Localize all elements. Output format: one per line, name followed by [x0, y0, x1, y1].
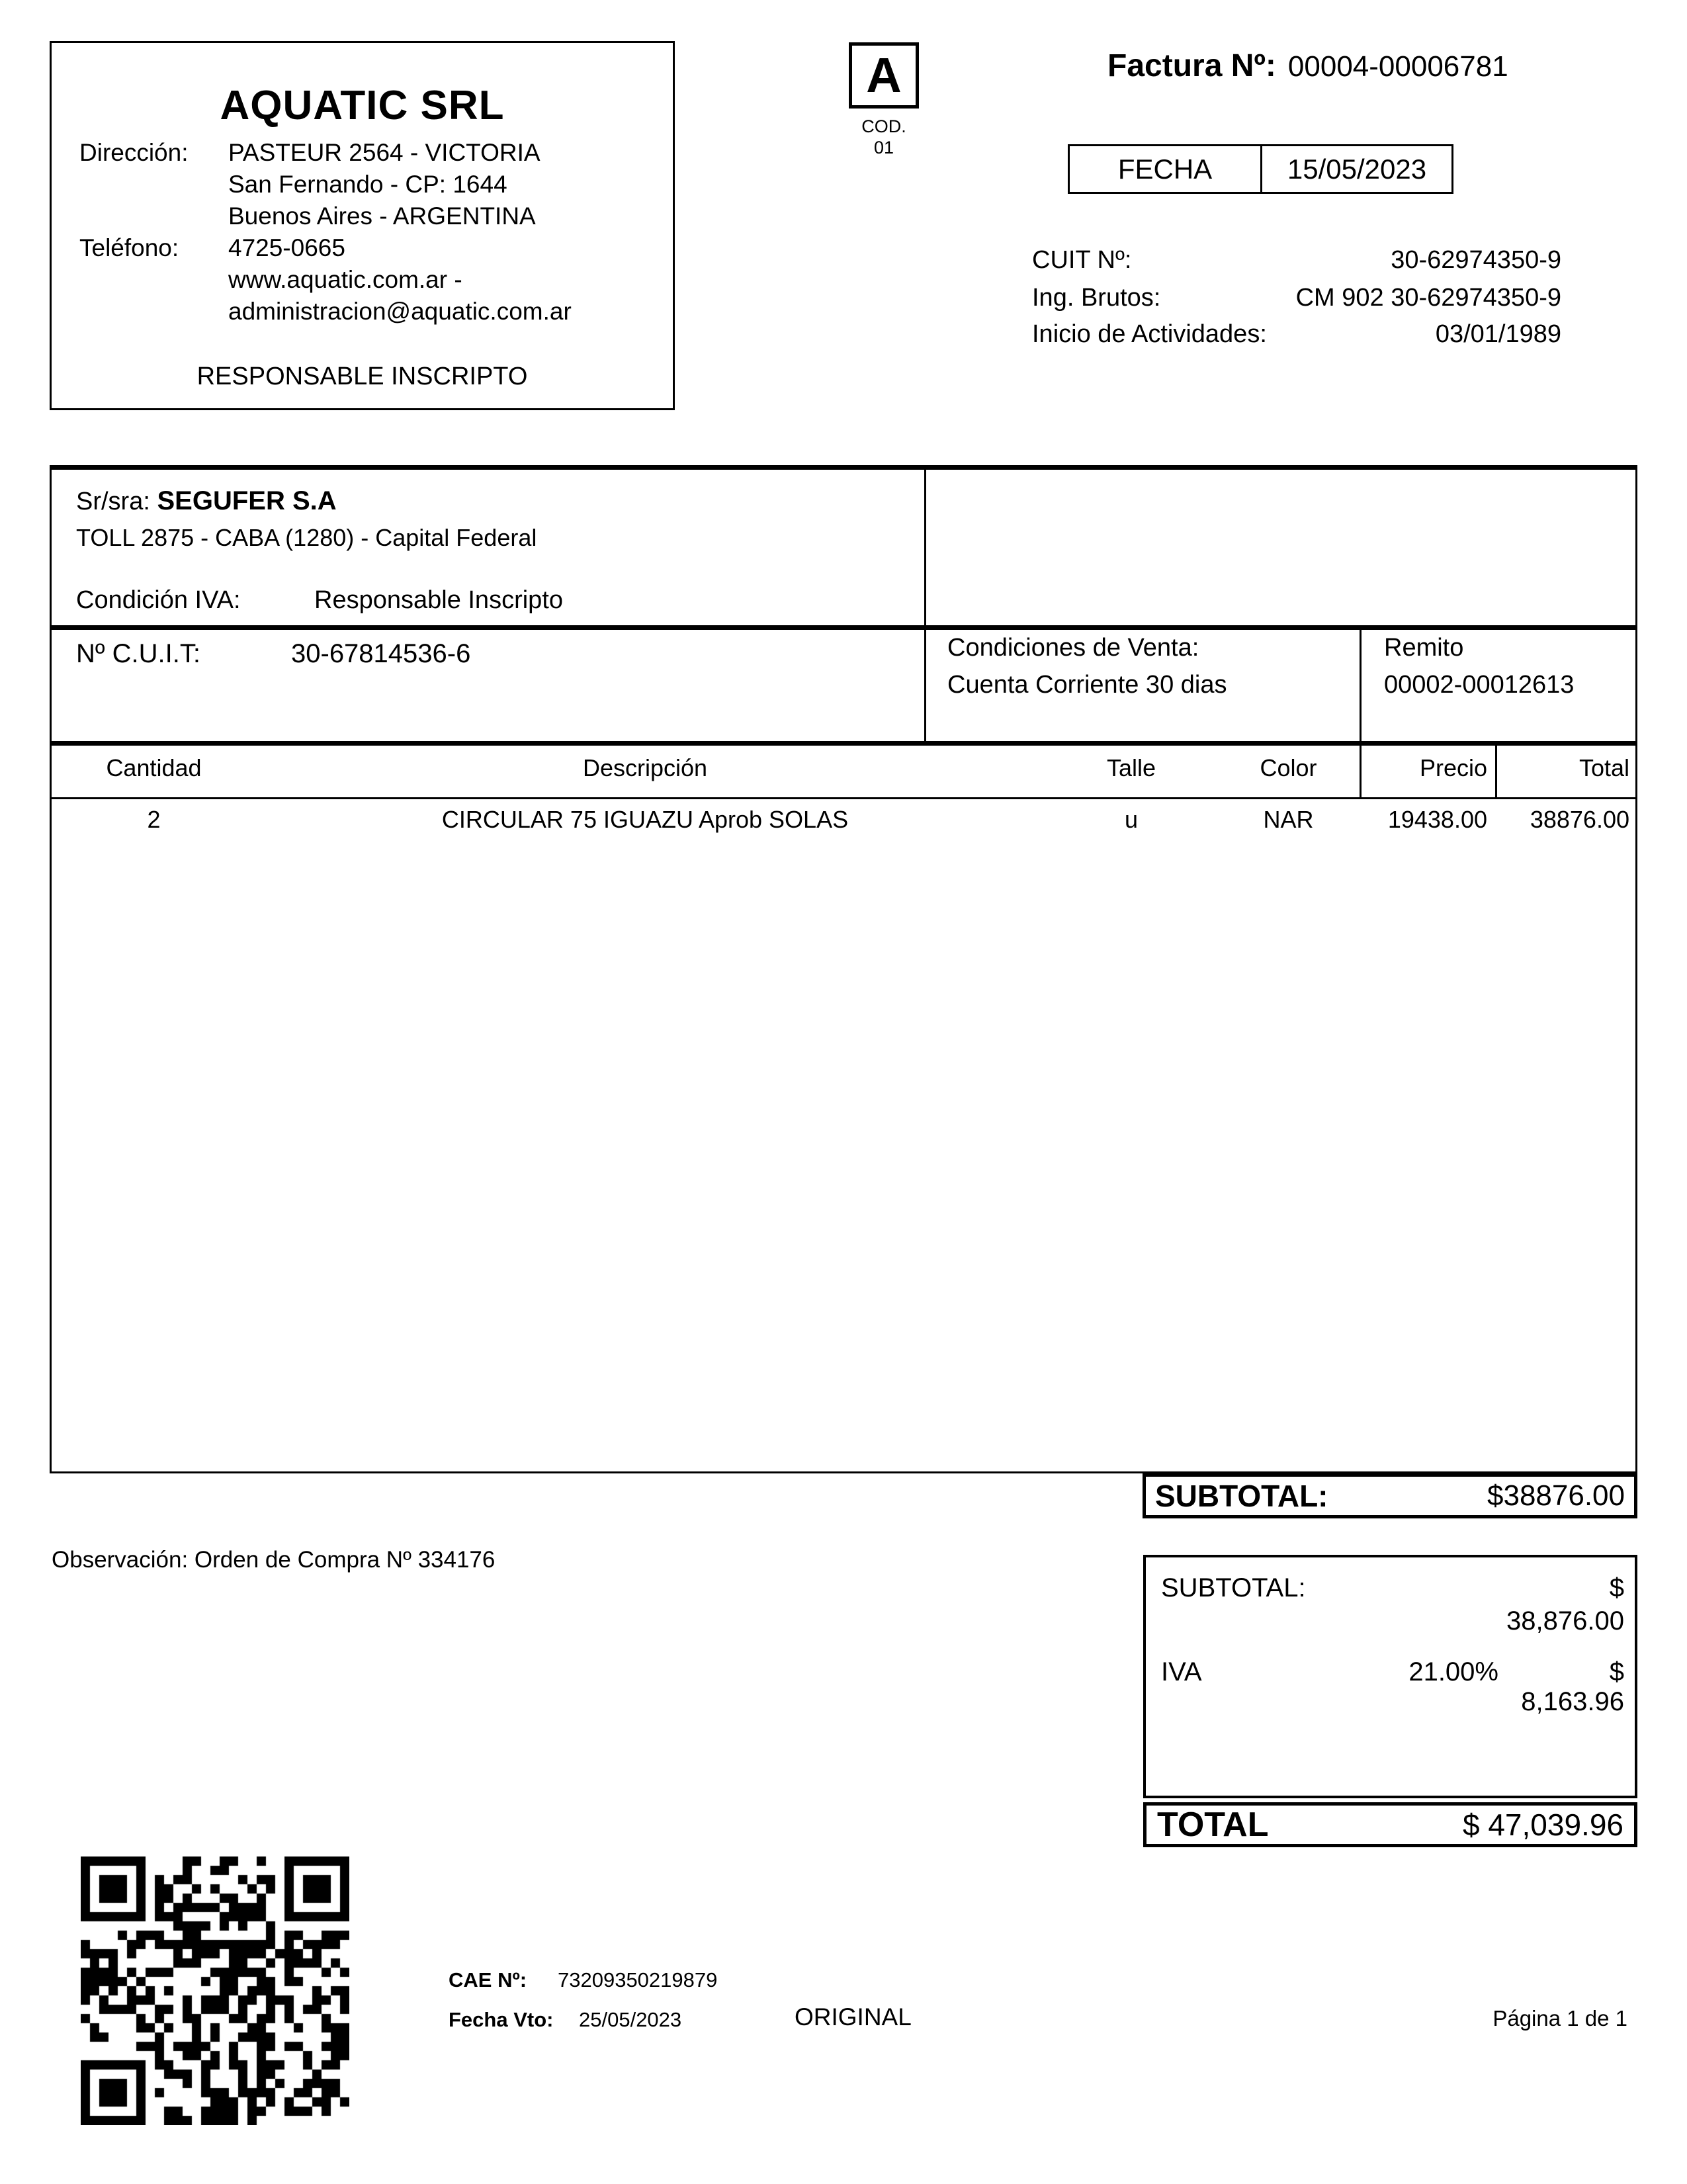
copy-type: ORIGINAL [795, 2003, 912, 2031]
address-line-2: San Fernando - CP: 1644 [228, 171, 507, 198]
website: www.aquatic.com.ar - [228, 266, 462, 293]
vencimiento-label: Fecha Vto: [449, 2008, 554, 2031]
iva-amount: $ 8,163.96 [1521, 1657, 1624, 1716]
cae-label: CAE Nº: [449, 1968, 527, 1991]
cae-value: 73209350219879 [558, 1968, 718, 1991]
invoice-number-label: Factura Nº: [1107, 48, 1276, 83]
vencimiento-value: 25/05/2023 [579, 2008, 682, 2031]
totals-subtotal-currency: $ [1609, 1573, 1624, 1602]
column-header-color: Color [1260, 754, 1317, 781]
customer-name: SEGUFER S.A [157, 486, 337, 515]
phone-label: Teléfono: [79, 234, 179, 261]
items-header-underline [50, 797, 1637, 799]
invoice-number-value: 00004-00006781 [1287, 50, 1508, 83]
customer-name-line [76, 486, 337, 516]
totals-subtotal-label: SUBTOTAL: [1161, 1573, 1306, 1602]
subtotal-bar-value: $38876.00 [1487, 1479, 1625, 1512]
remito-value: 00002-00012613 [1384, 671, 1575, 699]
ing-brutos-label: Ing. Brutos: [1032, 284, 1161, 312]
observation-note: Observación: Orden de Compra Nº 334176 [52, 1547, 496, 1573]
items-table [50, 741, 1637, 1473]
invoice-number-line [1107, 48, 1508, 84]
item-precio: 19438.00 [1387, 806, 1487, 833]
item-talle: u [1124, 806, 1139, 833]
item-total: 38876.00 [1530, 806, 1629, 833]
email: administracion@aquatic.com.ar [228, 298, 572, 325]
item-descripcion: CIRCULAR 75 IGUAZU Aprob SOLAS [441, 806, 849, 833]
cuit-venta-divider [924, 630, 926, 741]
fiscal-row-inicio [1032, 320, 1561, 349]
cod-label: COD. [861, 116, 906, 136]
column-header-cantidad: Cantidad [106, 754, 202, 781]
iva-label: IVA [1161, 1657, 1202, 1686]
column-header-precio: Precio [1419, 754, 1487, 781]
date-box [1068, 144, 1453, 194]
total-value: $ 47,039.96 [1462, 1808, 1623, 1842]
date-value: 15/05/2023 [1260, 146, 1451, 192]
date-label: FECHA [1117, 153, 1213, 185]
address-label: Dirección: [79, 139, 189, 166]
customer-box-divider-vertical [924, 465, 926, 625]
qr-code [81, 1856, 349, 2125]
total-label: TOTAL [1157, 1806, 1269, 1844]
cuit-value: 30-62974350-9 [1391, 246, 1561, 274]
company-name: AQUATIC SRL [220, 83, 505, 128]
cod-value: 01 [873, 138, 894, 157]
item-cantidad: 2 [147, 806, 161, 833]
iva-rate: 21.00% [1408, 1657, 1498, 1686]
sale-terms-value: Cuenta Corriente 30 dias [947, 671, 1227, 699]
invoice-letter-box [849, 42, 919, 109]
column-header-total: Total [1579, 754, 1629, 781]
item-color: NAR [1263, 806, 1314, 833]
venta-remito-divider [1360, 630, 1362, 741]
remito-label: Remito [1384, 634, 1464, 662]
address-line-3: Buenos Aires - ARGENTINA [228, 202, 536, 230]
invoice-letter: A [866, 48, 902, 103]
page-number: Página 1 de 1 [1492, 2006, 1627, 2031]
cuit-label: CUIT Nº: [1032, 246, 1132, 274]
totals-subtotal-value: 38,876.00 [1506, 1606, 1624, 1636]
subtotal-bar-label: SUBTOTAL: [1155, 1479, 1328, 1513]
inicio-actividades-value: 03/01/1989 [1435, 320, 1561, 348]
fiscal-row-ing-brutos [1032, 284, 1561, 312]
column-header-talle: Talle [1106, 754, 1156, 781]
customer-box-divider-horizontal [50, 625, 1637, 630]
customer-iva-value: Responsable Inscripto [314, 586, 563, 614]
fiscal-row-cuit [1032, 246, 1561, 275]
customer-cuit-label: Nº C.U.I.T: [76, 639, 200, 668]
sale-terms-label: Condiciones de Venta: [947, 634, 1199, 662]
customer-address: TOLL 2875 - CABA (1280) - Capital Federal [76, 524, 537, 551]
ing-brutos-value: CM 902 30-62974350-9 [1295, 284, 1561, 312]
company-tax-status: RESPONSABLE INSCRIPTO [196, 363, 528, 390]
total-box [1143, 1802, 1637, 1847]
inicio-actividades-label: Inicio de Actividades: [1032, 320, 1267, 348]
column-header-descripcion: Descripción [582, 754, 708, 781]
address-line-1: PASTEUR 2564 - VICTORIA [228, 139, 541, 166]
phone-value: 4725-0665 [228, 234, 345, 261]
customer-cuit-value: 30-67814536-6 [291, 639, 471, 668]
customer-iva-label: Condición IVA: [76, 586, 241, 614]
subtotal-bar [1143, 1473, 1637, 1518]
customer-salutation-label: Sr/sra: [76, 488, 150, 515]
